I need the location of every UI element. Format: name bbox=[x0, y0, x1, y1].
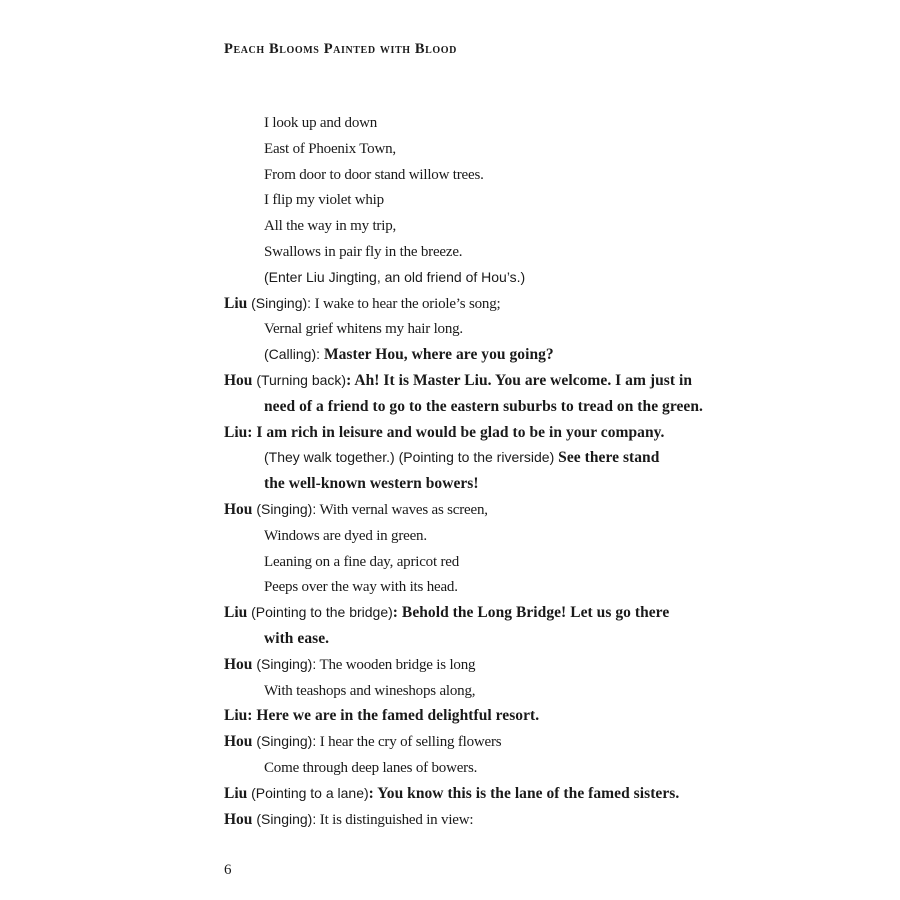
speech-line bbox=[224, 291, 684, 317]
colon: : bbox=[307, 294, 312, 311]
verse-text: With vernal waves as screen, bbox=[316, 501, 488, 518]
speech-line bbox=[224, 703, 684, 729]
dialogue-text: Master Hou, where are you going? bbox=[320, 346, 554, 364]
verse-line bbox=[224, 187, 684, 213]
stage-direction: (Turning back) bbox=[256, 371, 347, 388]
verse-text: All the way in my trip, bbox=[264, 218, 397, 235]
speaker-name: Hou bbox=[224, 733, 253, 751]
verse-line bbox=[224, 213, 684, 239]
stage-direction: (They walk together.) bbox=[264, 449, 395, 466]
dialogue-text: You know this is the lane of the famed sisters. bbox=[373, 784, 680, 802]
verse-line bbox=[224, 678, 684, 704]
speaker-name: Hou bbox=[224, 655, 253, 673]
speech-line bbox=[224, 420, 684, 446]
colon: : bbox=[392, 604, 398, 622]
speech-continuation bbox=[224, 445, 684, 471]
speaker-name: Liu bbox=[224, 604, 248, 622]
page-number: 6 bbox=[224, 862, 232, 878]
stage-direction: (Pointing to the riverside) bbox=[398, 449, 555, 466]
verse-text: I hear the cry of selling flowers bbox=[316, 734, 502, 751]
stage-direction: (Pointing to a lane) bbox=[251, 784, 369, 801]
stage-direction: (Singing) bbox=[256, 500, 313, 517]
colon: : bbox=[346, 371, 352, 389]
stage-direction: (Singing) bbox=[256, 655, 313, 672]
speech-continuation bbox=[224, 394, 703, 420]
speaker-name: Hou bbox=[224, 371, 253, 389]
speech-line bbox=[224, 497, 684, 523]
colon: : bbox=[316, 346, 321, 363]
dialogue-text: with ease. bbox=[264, 629, 330, 647]
speech-line bbox=[224, 368, 692, 394]
verse-line bbox=[224, 574, 684, 600]
running-head: Peach Blooms Painted with Blood bbox=[224, 41, 457, 57]
verse-text: I flip my violet whip bbox=[264, 192, 384, 209]
verse-line bbox=[224, 110, 684, 136]
speech-line bbox=[224, 600, 684, 626]
verse-text: Come through deep lanes of bowers. bbox=[264, 759, 478, 776]
speaker-name: Liu bbox=[224, 294, 248, 312]
colon: : bbox=[312, 500, 317, 517]
colon: : bbox=[312, 733, 317, 750]
verse-line bbox=[224, 523, 684, 549]
verse-line bbox=[224, 755, 684, 781]
stage-direction: (Singing) bbox=[256, 733, 313, 750]
verse-line bbox=[224, 162, 684, 188]
stage-direction: (Singing) bbox=[256, 810, 313, 827]
stage-direction: (Enter Liu Jingting, an old friend of Hou’s.) bbox=[264, 268, 526, 285]
verse-text: Swallows in pair fly in the breeze. bbox=[264, 243, 463, 260]
verse-line bbox=[224, 239, 684, 265]
stage-direction-line bbox=[224, 265, 684, 291]
speaker-name: Liu bbox=[224, 784, 248, 802]
dialogue-text: Ah! It is Master Liu. You are welcome. I am just in bbox=[351, 371, 692, 389]
speech-continuation bbox=[224, 471, 684, 497]
verse-line bbox=[224, 136, 684, 162]
speech-line bbox=[224, 729, 684, 755]
verse-line bbox=[224, 316, 684, 342]
verse-text: East of Phoenix Town, bbox=[264, 140, 396, 157]
speaker-name: Hou bbox=[224, 810, 253, 828]
dialogue-text: need of a friend to go to the eastern suburbs to tread on the green. bbox=[264, 397, 703, 415]
speaker-name: Liu: bbox=[224, 423, 253, 441]
verse-text: The wooden bridge is long bbox=[316, 656, 476, 673]
verse-text: Peeps over the way with its head. bbox=[264, 579, 458, 596]
verse-text: I look up and down bbox=[264, 115, 378, 131]
verse-text: From door to door stand willow trees. bbox=[264, 166, 484, 183]
speaker-name: Hou bbox=[224, 500, 253, 518]
verse-text: It is distinguished in view: bbox=[316, 811, 474, 828]
speech-line bbox=[224, 807, 684, 833]
verse-text: Vernal grief whitens my hair long. bbox=[264, 321, 463, 338]
colon: : bbox=[368, 784, 374, 802]
dialogue-text: Here we are in the famed delightful resort. bbox=[252, 707, 540, 725]
speech-line bbox=[224, 781, 684, 807]
speech-continuation bbox=[224, 626, 684, 652]
speaker-name: Liu: bbox=[224, 707, 253, 725]
dialogue-text: Behold the Long Bridge! Let us go there bbox=[398, 604, 670, 622]
speech-line bbox=[224, 652, 684, 678]
verse-text: I wake to hear the oriole’s song; bbox=[311, 295, 501, 312]
dialogue-text: I am rich in leisure and would be glad to be in your company. bbox=[252, 423, 665, 441]
stage-direction: (Calling) bbox=[264, 346, 317, 363]
dialogue-text: See there stand bbox=[554, 449, 660, 467]
dialogue-text: the well-known western bowers! bbox=[264, 475, 479, 493]
speech-line bbox=[224, 342, 684, 368]
colon: : bbox=[312, 810, 317, 827]
colon: : bbox=[312, 655, 317, 672]
verse-text: Windows are dyed in green. bbox=[264, 527, 427, 544]
verse-line bbox=[224, 549, 684, 575]
stage-direction: (Pointing to the bridge) bbox=[251, 604, 393, 621]
verse-text: With teashops and wineshops along, bbox=[264, 682, 476, 699]
play-text bbox=[224, 110, 703, 832]
stage-direction: (Singing) bbox=[251, 294, 308, 311]
verse-text: Leaning on a fine day, apricot red bbox=[264, 553, 460, 570]
